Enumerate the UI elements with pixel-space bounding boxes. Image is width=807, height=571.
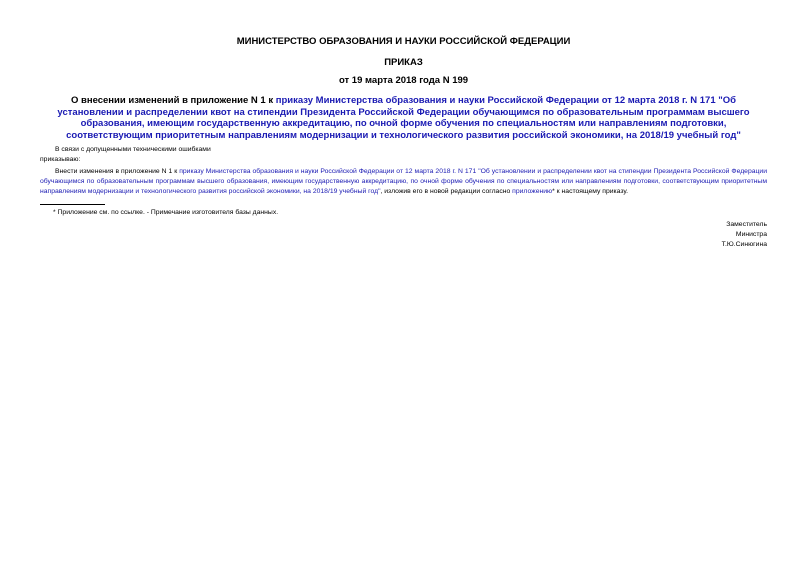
subject-order-link[interactable]: приказу Министерства образования и науки Российской Федерации от 12 марта 2018 г. N 171 "Об установлении и распределении квот на стипендии Президента Российской Федерации обучающимся по образовательным программам высшего образования, имеющим государственную аккредитацию, по очной форме обучения по специальностям или направлениям подготовки, соответствующим приоритетным направлениям модернизации и технологического развития российской экономики, на 2018/19 учебный год" [57, 95, 750, 141]
signature-position: Заместитель [726, 221, 767, 228]
document-type: ПРИКАЗ [384, 57, 423, 68]
footnote-divider [40, 204, 105, 205]
subject-prefix: О внесении изменений в приложение N 1 к [70, 95, 276, 106]
ministry-heading: МИНИСТЕРСТВО ОБРАЗОВАНИЯ И НАУКИ РОССИЙСКОЙ ФЕДЕРАЦИИ [236, 36, 571, 47]
body-middle: , изложив его в новой редакции согласно [380, 188, 513, 196]
body-prefix: Внести изменения в приложение N 1 к [55, 168, 180, 175]
body-suffix: * к настоящему приказу. [552, 188, 629, 196]
preamble-text: В связи с допущенными техническими ошибками [55, 146, 211, 153]
order-body-paragraph [40, 167, 767, 198]
document-date: от 19 марта 2018 года N 199 [338, 75, 469, 86]
signature-position-2: Министра [735, 231, 767, 238]
order-word: приказываю: [40, 156, 81, 163]
signature-name: Т.Ю.Синюгина [721, 241, 767, 248]
appendix-link[interactable]: приложению [512, 188, 553, 196]
footnote-text: * Приложение см. по ссылке. - Примечание изготовителя базы данных. [53, 209, 279, 216]
document-subject [40, 95, 767, 141]
body-order-link[interactable]: приказу Министерства образования и науки Российской Федерации от 12 марта 2018 г. N 171 "Об установлении и распределении квот на стипендии Президента Российской Федерации обучающимся по образовательным программам высшего образования, имеющим государственную аккредитацию, по очной форме обучения по специальностям или направлениям подготовки, соответствующим приоритетным направлениям модернизации и технологического развития российской экономики, на 2018/19 учебный год" [40, 168, 767, 196]
